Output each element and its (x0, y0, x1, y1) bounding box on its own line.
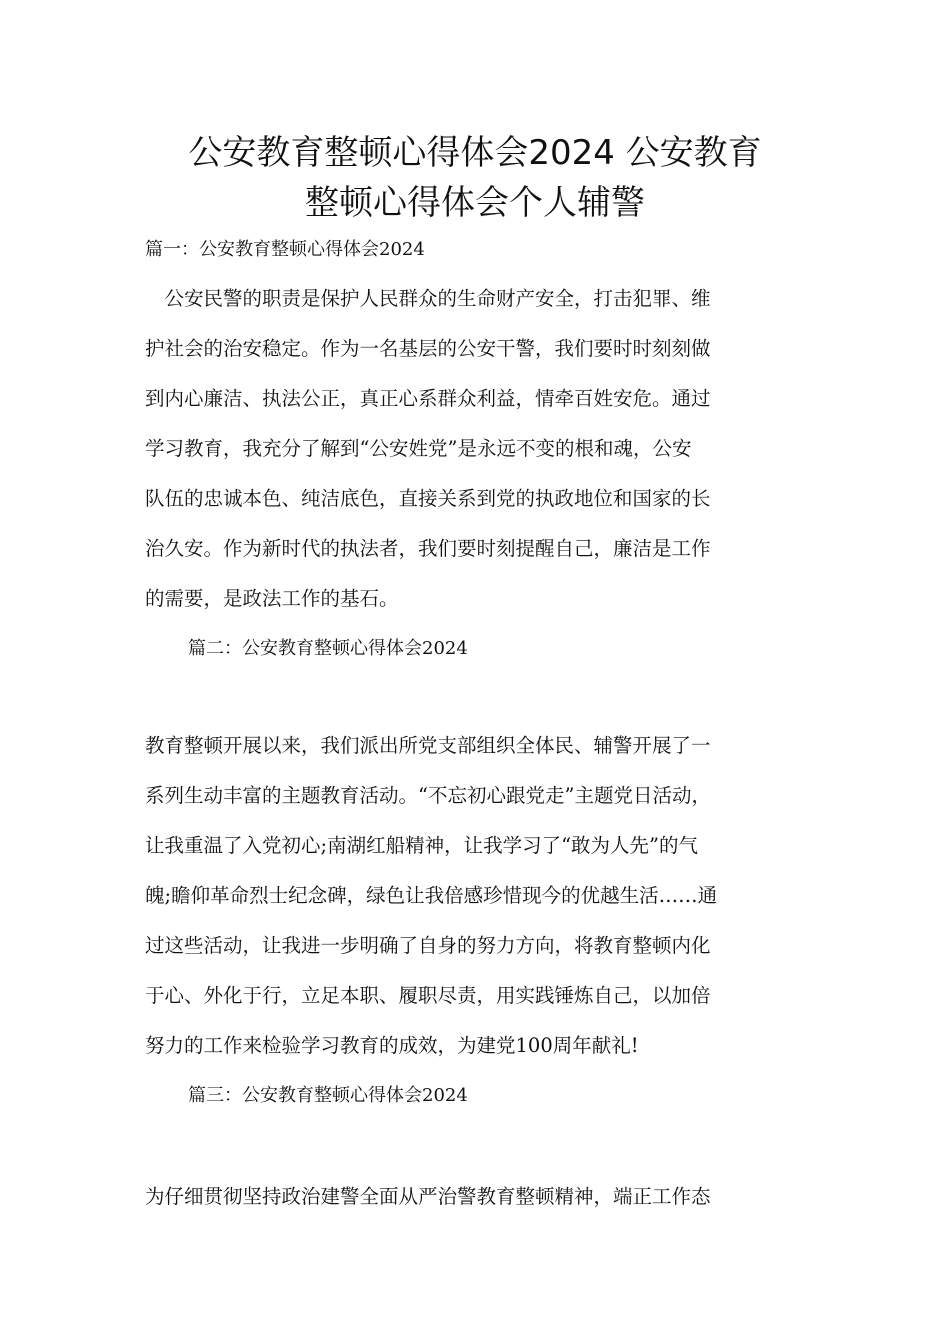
document-title-line-2: 整顿心得体会个人辅警 (305, 183, 645, 223)
text-line: 于心、外化于行，立足本职、履职尽责，用实践锤炼自己，以加倍 (145, 984, 711, 1007)
text-line: 的需要，是政法工作的基石。 (145, 587, 399, 610)
text-line: 教育整顿开展以来，我们派出所党支部组织全体民、辅警开展了一 (145, 734, 711, 757)
document-title-line-1: 公安教育整顿心得体会2024 公安教育 (188, 133, 762, 173)
section-2-heading: 篇二：公安教育整顿心得体会2024 (188, 638, 468, 659)
text-line: 努力的工作来检验学习教育的成效，为建党100周年献礼! (145, 1034, 639, 1057)
text-line: 魄;瞻仰革命烈士纪念碑，绿色让我倍感珍惜现今的优越生活……通 (145, 884, 718, 907)
text-line: 队伍的忠诚本色、纯洁底色，直接关系到党的执政地位和国家的长 (145, 487, 711, 510)
text-line: 到内心廉洁、执法公正，真正心系群众利益，情牵百姓安危。通过 (145, 387, 711, 410)
text-line: 让我重温了入党初心;南湖红船精神，让我学习了“敢为人先”的气 (145, 834, 699, 857)
text-line: 系列生动丰富的主题教育活动。“不忘初心跟党走”主题党日活动， (145, 784, 711, 807)
section-2-body (145, 721, 835, 1071)
text-line: 公安民警的职责是保护人民群众的生命财产安全，打击犯罪、维 (145, 287, 711, 310)
text-line: 过这些活动，让我进一步明确了自身的努力方向，将教育整顿内化 (145, 934, 711, 957)
text-line: 护社会的治安稳定。作为一名基层的公安干警，我们要时时刻刻做 (145, 337, 711, 360)
section-3-body (145, 1172, 835, 1222)
section-1-heading: 篇一：公安教育整顿心得体会2024 (145, 239, 425, 260)
section-3-heading: 篇三：公安教育整顿心得体会2024 (188, 1085, 468, 1106)
text-line: 为仔细贯彻坚持政治建警全面从严治警教育整顿精神，端正工作态 (145, 1185, 711, 1208)
text-line: 治久安。作为新时代的执法者，我们要时刻提醒自己，廉洁是工作 (145, 537, 711, 560)
text-line: 学习教育，我充分了解到“公安姓党”是永远不变的根和魂，公安 (145, 437, 692, 460)
section-1-body (145, 274, 835, 624)
